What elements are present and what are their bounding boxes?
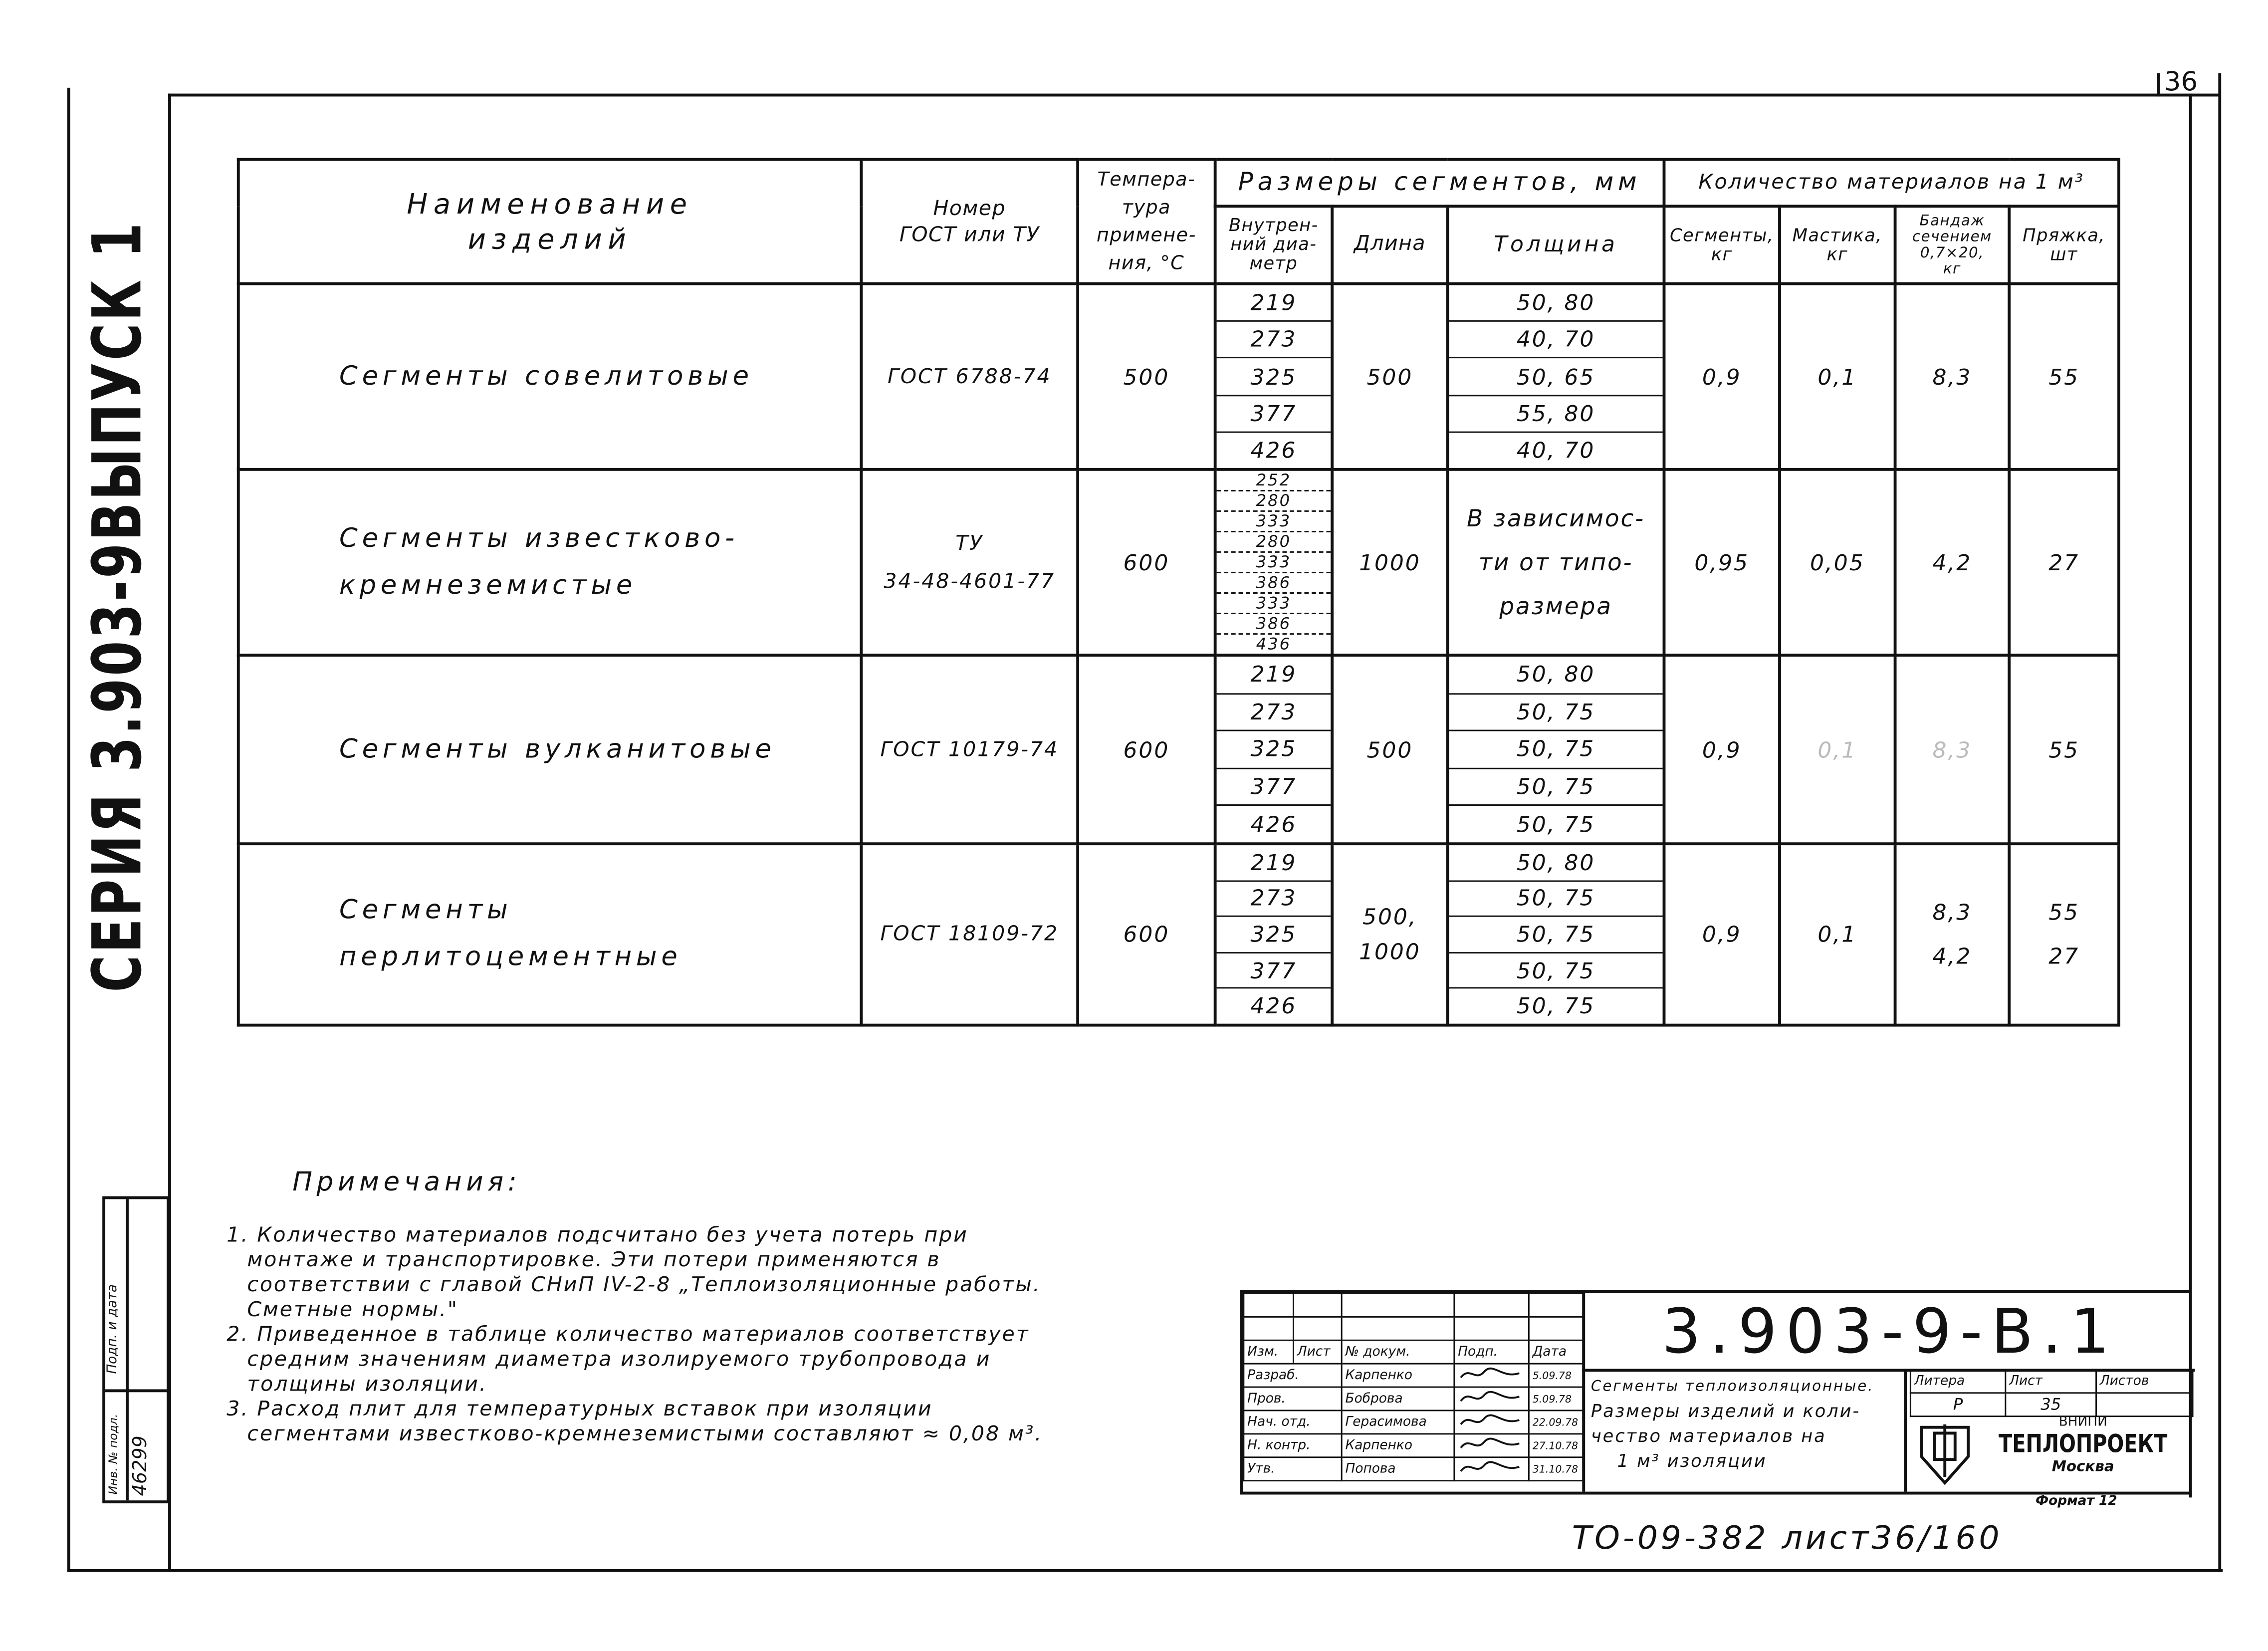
table-row [238,655,2119,844]
signature [1454,1434,1529,1457]
header-mastic: Мастика, кг [1780,206,1895,283]
temperature: 600 [1078,844,1215,1025]
notes-title: Примечания: [292,1167,521,1198]
role: Нач. отд. [1244,1411,1342,1434]
approval-row [1244,1434,1583,1457]
bandage-kg: 8,3 [1895,655,2010,844]
segments-kg: 0,9 [1664,655,1780,844]
margin-stamp [102,1196,170,1504]
gost-number: ГОСТ 18109-72 [861,844,1078,1025]
header-thickness: Толщина [1448,206,1664,283]
footer-sheet-ref: ТО-09-382 лист36/160 [1572,1521,2003,1558]
header-bandage: Бандаж сечением 0,7×20, кг [1895,206,2010,283]
org-name: ВНИПИ ТЕПЛОПРОЕКТ Москва [1999,1415,2168,1476]
stamp-inv-number: 46299 [130,1435,152,1496]
inner-diameters: 219 273 325 377 426 [1215,844,1332,1025]
segments-table [237,158,2120,1027]
org-logo-icon [1916,1418,1974,1486]
stage-table: Литера Лист Листов Р 35 [1910,1369,2194,1417]
person-name: Герасимова [1342,1411,1454,1434]
revision-header: Подп. [1454,1340,1529,1364]
person-name: Боброва [1342,1387,1454,1411]
revision-header: Лист [1293,1340,1342,1364]
buckle-count: 55 27 [2009,844,2119,1025]
signature [1454,1364,1529,1387]
buckle-count: 27 [2009,470,2119,655]
header-segments: Сегменты, кг [1664,206,1780,283]
length: 500 [1332,284,1448,470]
gost-number: ГОСТ 10179-74 [861,655,1078,844]
stamp-label-sign-date: Подп. и дата [106,1284,121,1374]
revision-header: Дата [1529,1340,1583,1364]
frame-top [168,94,2220,97]
temperature: 500 [1078,284,1215,470]
mastic-kg: 0,1 [1780,655,1895,844]
note-item: 3. Расход плит для температурных вставок при изоляции сегментами известково-кремнеземистыми составляют ≈ 0,08 м³. [227,1398,1043,1446]
frame-right [2218,73,2221,1572]
page-box-left [2157,73,2160,97]
date: 5.09.78 [1529,1364,1583,1387]
series-text: СЕРИЯ 3.903-9 [77,541,157,992]
date: 5.09.78 [1529,1387,1583,1411]
gost-number: ТУ 34-48-4601-77 [861,470,1078,655]
frame-inner-right [2189,94,2192,1498]
mastic-kg: 0,1 [1780,284,1895,470]
header-name: Наименование изделий [238,159,862,283]
product-name: Сегменты известково- кремнеземистые [238,470,862,655]
table-row [238,470,2119,655]
mastic-kg: 0,05 [1780,470,1895,655]
mastic-kg: 0,1 [1780,844,1895,1025]
series-label [77,221,157,992]
buckle-count: 55 [2009,284,2119,470]
signature [1454,1457,1529,1481]
header-qty-group: Количество материалов на 1 м³ [1664,159,2119,206]
signature [1454,1411,1529,1434]
approval-row [1244,1364,1583,1387]
date: 22.09.78 [1529,1411,1583,1434]
table-row [238,284,2119,470]
person-name: Карпенко [1342,1434,1454,1457]
outer-frame-left [67,88,70,1572]
segments-kg: 0,95 [1664,470,1780,655]
thickness: В зависимос- ти от типо- размера [1448,470,1664,655]
person-name: Карпенко [1342,1364,1454,1387]
header-sizes-group: Размеры сегментов, мм [1215,159,1664,206]
segments-kg: 0,9 [1664,844,1780,1025]
sheet-title: Сегменты теплоизоляционные. Размеры изделий и коли- чество материалов на 1 м³ изоляции [1582,1369,1907,1491]
note-item: 1. Количество материалов подсчитано без учета потерь при монтаже и транспортировке. Эти потери применяются в соответствии с главой СНиП IV-2-8 „Теплоизоляционные работы. Сметные нормы." [227,1224,1041,1322]
header-gost: Номер ГОСТ или ТУ [861,159,1078,283]
person-name: Попова [1342,1457,1454,1481]
product-name: Сегменты совелитовые [238,284,862,470]
thickness: 50, 80 50, 75 50, 75 50, 75 50, 75 [1448,655,1664,844]
issue-text: ВЫПУСК 1 [77,221,157,541]
revision-header: № докум. [1342,1340,1454,1364]
revision-table [1243,1293,1584,1481]
product-name: Сегменты перлитоцементные [238,844,862,1025]
product-name: Сегменты вулканитовые [238,655,862,844]
length: 500 [1332,655,1448,844]
outer-frame-bottom [67,1569,2223,1572]
inner-diameters: 219 273 325 377 426 [1215,655,1332,844]
header-diam: Внутрен- ний диа- метр [1215,206,1332,283]
signature [1454,1387,1529,1411]
title-block [1240,1290,2192,1494]
bandage-kg: 4,2 [1895,470,2010,655]
approval-row [1244,1457,1583,1481]
bandage-kg: 8,3 4,2 [1895,844,2010,1025]
date: 31.10.78 [1529,1457,1583,1481]
temperature: 600 [1078,655,1215,844]
inner-diameters: 252 280 333 280 333 386 333 386 436 [1215,470,1332,655]
header-length: Длина [1332,206,1448,283]
table-row [238,844,2119,1025]
inner-diameters: 219 273 325 377 426 [1215,284,1332,470]
bandage-kg: 8,3 [1895,284,2010,470]
length: 500, 1000 [1332,844,1448,1025]
note-item: 2. Приведенное в таблице количество материалов соответствует средним значениям диаметра изолируемого трубопровода и толщины изоляции. [227,1323,1030,1397]
role: Утв. [1244,1457,1342,1481]
role: Разраб. [1244,1364,1342,1387]
gost-number: ГОСТ 6788-74 [861,284,1078,470]
document-code: 3.903-9-В.1 [1582,1293,2195,1372]
page-number: 36 [2164,67,2198,98]
header-buckle: Пряжка, шт [2009,206,2119,283]
temperature: 600 [1078,470,1215,655]
format-label: Формат 12 [2035,1494,2117,1509]
length: 1000 [1332,470,1448,655]
approval-row [1244,1387,1583,1411]
segments-kg: 0,9 [1664,284,1780,470]
revision-header: Изм. [1244,1340,1294,1364]
header-temp: Темпера- тура примене- ния, °С [1078,159,1215,283]
date: 27.10.78 [1529,1434,1583,1457]
thickness: 50, 80 40, 70 50, 65 55, 80 40, 70 [1448,284,1664,470]
approval-row [1244,1411,1583,1434]
stamp-label-inv: Инв. № подл. [106,1414,120,1495]
buckle-count: 55 [2009,655,2119,844]
role: Н. контр. [1244,1434,1342,1457]
notes [227,1167,1221,1448]
role: Пров. [1244,1387,1342,1411]
thickness: 50, 80 50, 75 50, 75 50, 75 50, 75 [1448,844,1664,1025]
